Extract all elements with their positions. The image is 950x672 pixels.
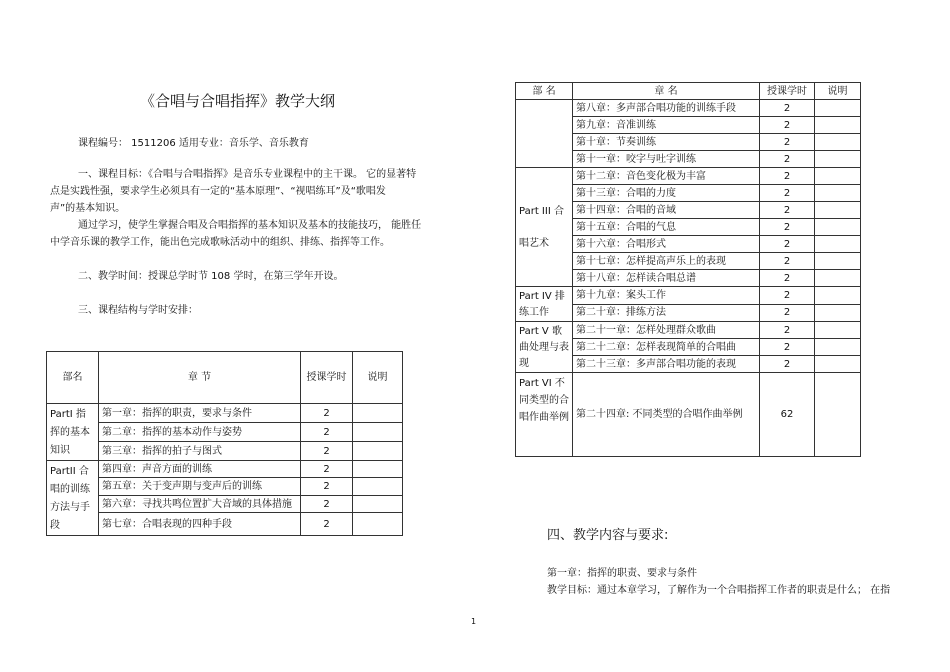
hours-cell: 2 bbox=[760, 117, 815, 134]
notes-cell bbox=[353, 423, 403, 442]
teaching-time: 二、教学时间：授课总学时节 108 学时，在第三学年开设。 bbox=[78, 271, 344, 282]
hours-cell: 2 bbox=[760, 339, 815, 356]
notes-cell bbox=[815, 100, 861, 117]
header-notes: 说明 bbox=[815, 83, 861, 100]
hours-cell: 2 bbox=[760, 185, 815, 202]
chapter-1-goal: 教学目标：通过本章学习，了解作为一个合唱指挥工作者的职责是什么； 在指 bbox=[547, 585, 891, 596]
notes-cell bbox=[815, 253, 861, 270]
chapter-cell: 第七章：合唱表现的四种手段 bbox=[99, 513, 301, 536]
hours-cell: 2 bbox=[301, 478, 353, 495]
part-cell: PartI 指挥的基本知识 bbox=[47, 404, 99, 461]
notes-cell bbox=[815, 219, 861, 236]
chapter-cell: 第八章：多声部合唱功能的训练手段 bbox=[573, 100, 760, 117]
notes-cell bbox=[815, 117, 861, 134]
chapter-1-title: 第一章：指挥的职责、要求与条件 bbox=[547, 568, 697, 579]
header-chapter: 章 节 bbox=[99, 352, 301, 404]
chapter-cell: 第二章：指挥的基本动作与姿势 bbox=[99, 423, 301, 442]
hours-cell: 2 bbox=[301, 461, 353, 478]
hours-cell: 2 bbox=[760, 219, 815, 236]
hours-cell: 2 bbox=[760, 168, 815, 185]
hours-cell: 2 bbox=[760, 356, 815, 373]
notes-cell bbox=[353, 513, 403, 536]
chapter-cell: 第十一章：咬字与吐字训练 bbox=[573, 151, 760, 168]
hours-cell: 2 bbox=[760, 100, 815, 117]
notes-cell bbox=[815, 356, 861, 373]
goal-line-1: 一、课程目标：《合唱与合唱指挥》是音乐专业课程中的主干课。 它的显著特 bbox=[78, 169, 417, 180]
part-cell-continued bbox=[516, 100, 573, 168]
notes-cell bbox=[815, 304, 861, 322]
notes-cell bbox=[815, 185, 861, 202]
course-info: 课程编号： 1511206 适用专业：音乐学、音乐教育 bbox=[78, 138, 309, 149]
hours-cell: 2 bbox=[301, 495, 353, 512]
chapter-cell: 第十三章：合唱的力度 bbox=[573, 185, 760, 202]
header-chapter: 章 名 bbox=[573, 83, 760, 100]
chapter-cell: 第四章：声音方面的训练 bbox=[99, 461, 301, 478]
chapter-cell: 第六章：寻找共鸣位置扩大音域的具体措施 bbox=[99, 495, 301, 512]
hours-cell: 2 bbox=[760, 304, 815, 322]
chapter-cell: 第一章：指挥的职责，要求与条件 bbox=[99, 404, 301, 423]
notes-cell bbox=[815, 168, 861, 185]
header-part: 部名 bbox=[47, 352, 99, 404]
chapter-cell: 第九章：音准训练 bbox=[573, 117, 760, 134]
chapter-cell: 第十章：节奏训练 bbox=[573, 134, 760, 151]
hours-cell: 2 bbox=[760, 134, 815, 151]
chapter-cell: 第十七章：怎样提高声乐上的表现 bbox=[573, 253, 760, 270]
notes-cell bbox=[353, 461, 403, 478]
goal-line-3: 声”的基本知识。 bbox=[50, 203, 126, 214]
page-number: 1 bbox=[471, 617, 477, 626]
chapter-cell: 第五章：关于变声期与变声后的训练 bbox=[99, 478, 301, 495]
notes-cell bbox=[815, 322, 861, 339]
hours-cell: 2 bbox=[760, 151, 815, 168]
chapter-cell: 第十八章：怎样读合唱总谱 bbox=[573, 270, 760, 287]
chapter-cell: 第二十一章：怎样处理群众歌曲 bbox=[573, 322, 760, 339]
chapter-cell: 第二十四章: 不同类型的合唱作曲举例 bbox=[573, 373, 760, 457]
header-notes: 说明 bbox=[353, 352, 403, 404]
chapter-cell: 第三章：指挥的拍子与图式 bbox=[99, 442, 301, 461]
goal-line-5: 中学音乐课的教学工作，能出色完成歌咏活动中的组织、排练、指挥等工作。 bbox=[50, 237, 390, 248]
chapter-cell: 第二十章：排练方法 bbox=[573, 304, 760, 322]
notes-cell bbox=[353, 442, 403, 461]
hours-cell: 2 bbox=[301, 404, 353, 423]
notes-cell bbox=[353, 495, 403, 512]
header-hours: 授课学时 bbox=[760, 83, 815, 100]
chapter-cell: 第十二章：音色变化极为丰富 bbox=[573, 168, 760, 185]
hours-cell: 2 bbox=[760, 287, 815, 305]
notes-cell bbox=[353, 478, 403, 495]
notes-cell bbox=[815, 373, 861, 457]
hours-cell: 2 bbox=[760, 253, 815, 270]
chapter-cell: 第十九章：案头工作 bbox=[573, 287, 760, 305]
header-part: 部 名 bbox=[516, 83, 573, 100]
notes-cell bbox=[815, 287, 861, 305]
course-structure-table-2 bbox=[515, 82, 861, 457]
notes-cell bbox=[815, 339, 861, 356]
part-cell: Part IV 排练工作 bbox=[516, 287, 573, 322]
chapter-cell: 第二十三章：多声部合唱功能的表现 bbox=[573, 356, 760, 373]
document-title: 《合唱与合唱指挥》教学大纲 bbox=[140, 92, 336, 110]
header-hours: 授课学时 bbox=[301, 352, 353, 404]
hours-cell: 2 bbox=[760, 270, 815, 287]
hours-cell: 2 bbox=[301, 423, 353, 442]
notes-cell bbox=[815, 236, 861, 253]
course-structure-table-1 bbox=[46, 351, 403, 536]
notes-cell bbox=[815, 151, 861, 168]
section-4-heading: 四、教学内容与要求: bbox=[547, 528, 669, 543]
notes-cell bbox=[815, 270, 861, 287]
hours-cell: 2 bbox=[760, 322, 815, 339]
chapter-cell: 第十四章：合唱的音域 bbox=[573, 202, 760, 219]
chapter-cell: 第十六章：合唱形式 bbox=[573, 236, 760, 253]
part-cell: Part V 歌曲处理与表现 bbox=[516, 322, 573, 373]
part-cell: PartII 合唱的训练方法与手段 bbox=[47, 461, 99, 536]
notes-cell bbox=[815, 202, 861, 219]
chapter-cell: 第十五章：合唱的气息 bbox=[573, 219, 760, 236]
notes-cell bbox=[815, 134, 861, 151]
hours-cell: 2 bbox=[760, 202, 815, 219]
hours-cell: 62 bbox=[760, 373, 815, 457]
course-structure-heading: 三、课程结构与学时安排： bbox=[78, 305, 198, 316]
part-cell: Part III 合唱艺术 bbox=[516, 168, 573, 287]
part-cell: Part VI 不同类型的合唱作曲举例 bbox=[516, 373, 573, 457]
goal-line-2: 点是实践性强，要求学生必须具有一定的“基本原理”、“视唱练耳”及“歌唱发 bbox=[50, 186, 386, 197]
notes-cell bbox=[353, 404, 403, 423]
hours-cell: 2 bbox=[301, 442, 353, 461]
goal-line-4: 通过学习，使学生掌握合唱及合唱指挥的基本知识及基本的技能技巧， 能胜任 bbox=[78, 220, 422, 231]
chapter-cell: 第二十二章：怎样表现简单的合唱曲 bbox=[573, 339, 760, 356]
hours-cell: 2 bbox=[301, 513, 353, 536]
hours-cell: 2 bbox=[760, 236, 815, 253]
